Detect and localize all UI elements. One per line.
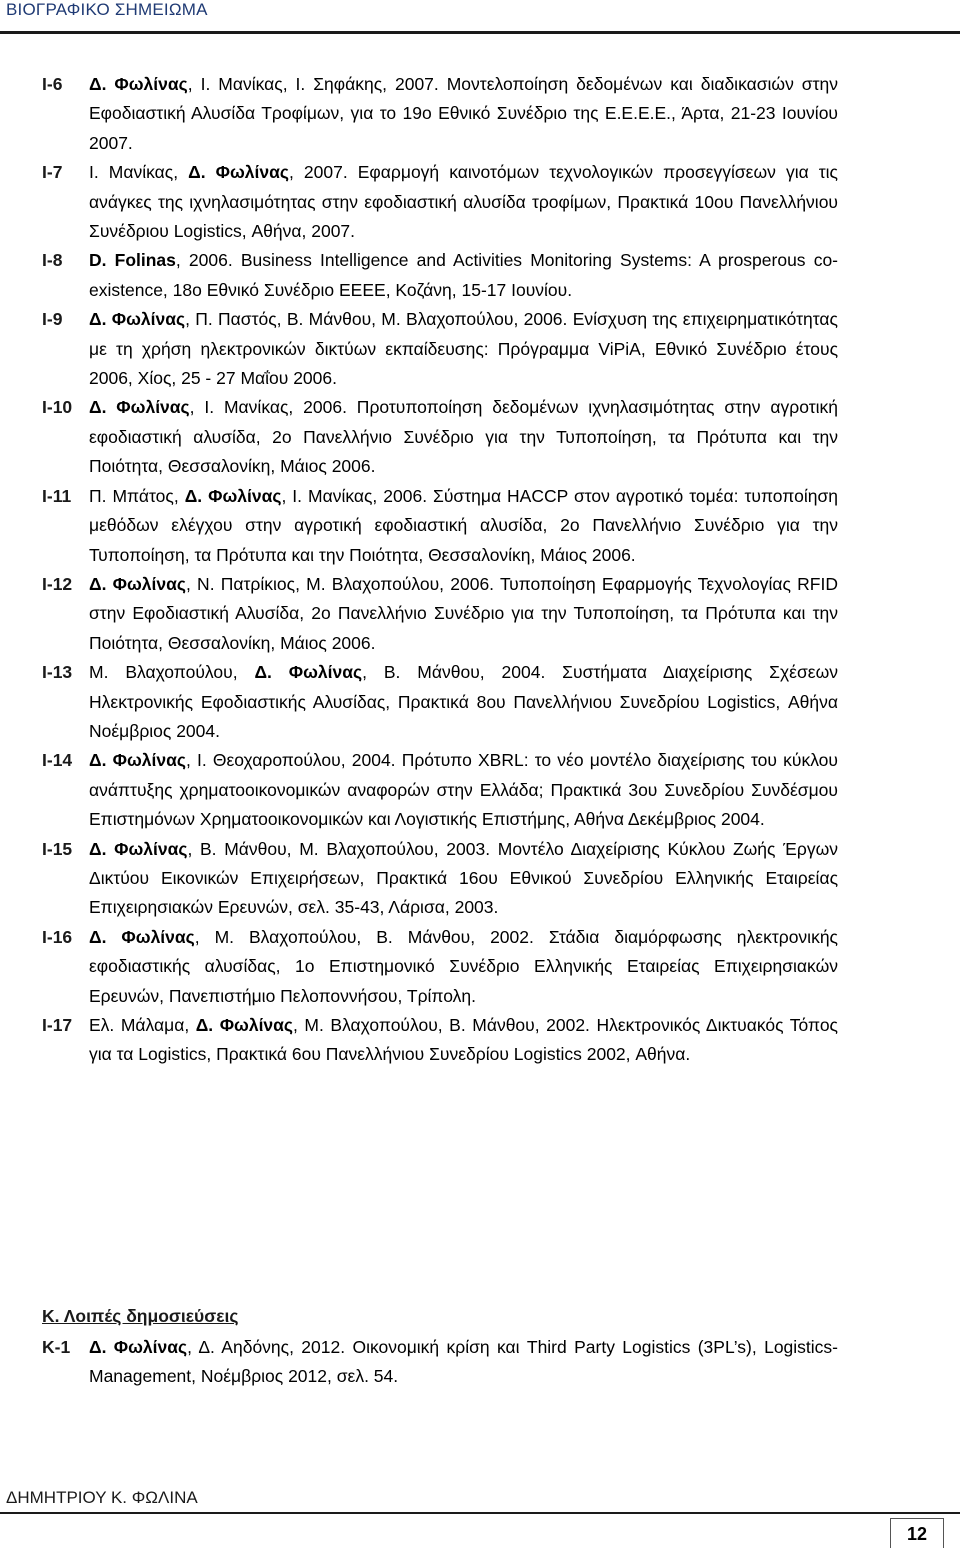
section-title-other-publications: Κ. Λοιπές δημοσιεύσεις bbox=[42, 1306, 239, 1326]
publication-code: I-16 bbox=[42, 926, 73, 947]
publication-code: I-13 bbox=[42, 662, 73, 683]
publication-author-highlight: D. Folinas bbox=[89, 250, 176, 271]
publication-code: I-14 bbox=[42, 750, 73, 771]
publication-text: , 2007. Εφαρμογή καινοτόμων τεχνολογικών προσεγγίσεων για τις ανάγκες της ιχνηλασιμότητας στην εφοδιαστική αλυσίδα τροφίμων, Πρακτικά 10ου Πανελλήνιου Συνέδριου Logistics, Αθήνα, 2007. bbox=[89, 162, 838, 242]
publication-code: I-17 bbox=[42, 1015, 73, 1035]
publication-text: , Ι. Μανίκας, 2006. Σύστημα HACCP στον αγροτικό τομέα: τυποποίηση μεθόδων ελέγχου στην αγροτική εφοδιαστική αλυσίδα, 2ο Πανελλήνιο Συνέδριο για την Τυποποίηση, τα Πρότυπα και την Ποιότητα, Θεσσαλονίκη, Μάιος 2006. bbox=[89, 485, 838, 565]
publication-author-highlight: Δ. Φωλίνας bbox=[188, 162, 289, 183]
publication-text: , Ι. Μανίκας, 2006. Προτυποποίηση δεδομένων ιχνηλασιμότητας στην αγροτική εφοδιαστική αλυσίδα, 2ο Πανελλήνιο Συνέδριο για την Τυποποίηση, τα Πρότυπα και την Ποιότητα, Θεσσαλονίκη, Μάιος 2006. bbox=[89, 397, 838, 477]
publication-text: , Β. Μάνθου, Μ. Βλαχοπούλου, 2003. Μοντέλο Διαχείρισης Κύκλου Ζωής Έργων Δικτύου Εικονικών Επιχειρήσεων, Πρακτικά 16ου Εθνικού Συνεδρίου Ελληνικής Εταιρείας Επιχειρησιακών Ερευνών, σελ. 35-43, Λάρισα, 2003. bbox=[89, 838, 838, 918]
footer-divider bbox=[0, 1512, 960, 1514]
publication-item bbox=[42, 1333, 838, 1392]
publication-text: , Π. Παστός, Β. Μάνθου, Μ. Βλαχοπούλου, 2006. Ενίσχυση της επιχειρηματικότητας με τη χρήση ηλεκτρονικών δικτύων εκπαίδευσης: Πρόγραμμα ViPiA, Εθνικό Συνέδριο έτους 2006, Χίος, 25 - 27 Μαΐου 2006. bbox=[89, 309, 838, 389]
publication-text: , 2006. Business Intelligence and Activities Monitoring Systems: A prosperous co-existence, 18o Εθνικό Συνέδριο ΕΕΕΕ, Κοζάνη, 15-17 Ιουνίου. bbox=[89, 250, 839, 300]
publication-authors-pre: Μ. Βλαχοπούλου, bbox=[89, 662, 255, 683]
publication-item bbox=[42, 835, 838, 923]
publication-authors-pre: Π. Μπάτος, bbox=[89, 485, 185, 506]
footer-author-name: ΔΗΜΗΤΡΙΟΥ Κ. ΦΩΛΙΝΑ bbox=[6, 1488, 198, 1507]
publication-author-highlight: Δ. Φωλίνας bbox=[89, 309, 186, 330]
publication-item bbox=[42, 393, 838, 481]
publications-list bbox=[42, 70, 838, 1070]
publication-code: I-6 bbox=[42, 74, 63, 94]
publication-item bbox=[42, 658, 838, 746]
publication-author-highlight: Δ. Φωλίνας bbox=[195, 1015, 294, 1035]
publication-item bbox=[42, 570, 838, 658]
publication-item bbox=[42, 923, 838, 1011]
publication-author-highlight: Δ. Φωλίνας bbox=[184, 485, 282, 506]
publication-authors-pre: Ι. Μανίκας, bbox=[89, 162, 189, 183]
publication-code: K-1 bbox=[42, 1337, 71, 1357]
publication-code: I-15 bbox=[42, 838, 73, 859]
publication-text: , Ν. Πατρίκιος, Μ. Βλαχοπούλου, 2006. Τυποποίηση Εφαρμογής Τεχνολογίας RFID στην Εφοδιαστική Αλυσίδα, 2ο Πανελλήνιο Συνέδριο για την Τυποποίηση, τα Πρότυπα και την Ποιότητα, Θεσσαλονίκη, Μάιος 2006. bbox=[89, 573, 838, 653]
publication-code: I-7 bbox=[42, 162, 63, 183]
page-number: 12 bbox=[890, 1518, 944, 1548]
publication-author-highlight: Δ. Φωλίνας bbox=[254, 662, 363, 683]
publication-code: I-10 bbox=[42, 397, 73, 418]
publication-text: , Ι. Θεοχαροπούλου, 2004. Πρότυπο XBRL: το νέο μοντέλο διαχείρισης του κύκλου ανάπτυξης χρηματοοικονομικών αναφορών στην Ελλάδα; Πρακτικά 3ου Συνεδρίου Συνδέσμου Επιστημόνων Χρηματοοικονομικών και Λογιστικής Επιστήμης, Αθήνα Δεκέμβριος 2004. bbox=[89, 750, 838, 830]
publication-author-highlight: Δ. Φωλίνας bbox=[89, 838, 188, 859]
publication-item bbox=[42, 305, 838, 393]
publication-item bbox=[42, 482, 838, 570]
publication-code: I-9 bbox=[42, 309, 63, 330]
publication-text: , Β. Μάνθου, 2004. Συστήματα Διαχείρισης Σχέσεων Ηλεκτρονικής Εφοδιαστικής Αλυσίδας, Πρακτικά 8ου Πανελλήνιου Συνεδρίου Logistics, Αθήνα Νοέμβριος 2004. bbox=[89, 662, 838, 741]
publication-item bbox=[42, 1011, 838, 1070]
publication-text: , Δ. Αηδόνης, 2012. Οικονομική κρίση και Third Party Logistics (3PL’s), Logistics-Management, Νοέμβριος 2012, σελ. 54. bbox=[89, 1337, 838, 1387]
publication-author-highlight: Δ. Φωλίνας bbox=[89, 1337, 188, 1357]
publication-code: I-8 bbox=[42, 250, 63, 271]
publication-item bbox=[42, 746, 838, 834]
publication-item bbox=[42, 246, 838, 305]
document-title: ΒΙΟΓΡΑΦΙΚΟ ΣΗΜΕΙΩΜΑ bbox=[6, 0, 208, 19]
publication-item bbox=[42, 158, 838, 246]
publication-author-highlight: Δ. Φωλίνας bbox=[89, 926, 195, 947]
publication-item bbox=[42, 70, 838, 158]
publication-author-highlight: Δ. Φωλίνας bbox=[89, 74, 188, 94]
publication-author-highlight: Δ. Φωλίνας bbox=[89, 397, 190, 418]
publication-author-highlight: Δ. Φωλίνας bbox=[89, 750, 186, 771]
publication-code: I-12 bbox=[42, 573, 73, 594]
publication-text: , Ι. Μανίκας, Ι. Σηφάκης, 2007. Μοντελοποίηση δεδομένων και διαδικασιών στην Εφοδιαστική Αλυσίδα Τροφίμων, για το 19ο Εθνικό Συνέδριο της Ε.Ε.Ε.Ε., Άρτα, 21-23 Ιουνίου 2007. bbox=[89, 74, 838, 153]
publication-author-highlight: Δ. Φωλίνας bbox=[89, 573, 186, 594]
publication-text: , Μ. Βλαχοπούλου, Β. Μάνθου, 2002. Στάδια διαμόρφωσης ηλεκτρονικής εφοδιαστικής αλυσίδας, 1ο Επιστημονικό Συνέδριο Ελληνικής Εταιρείας Επιχειρησιακών Ερευνών, Πανεπιστήμιο Πελοποννήσου, Τρίπολη. bbox=[89, 926, 838, 1006]
publication-authors-pre: Ελ. Μάλαμα, bbox=[89, 1015, 196, 1035]
publication-text: , Μ. Βλαχοπούλου, Β. Μάνθου, 2002. Ηλεκτρονικός Δικτυακός Τόπος για τα Logistics, Πρακτικά 6ου Πανελλήνιου Συνεδρίου Logistics 2002, Αθήνα. bbox=[89, 1015, 838, 1065]
page-header bbox=[0, 0, 960, 34]
publication-code: I-11 bbox=[42, 485, 72, 506]
other-publications-list bbox=[42, 1333, 838, 1392]
